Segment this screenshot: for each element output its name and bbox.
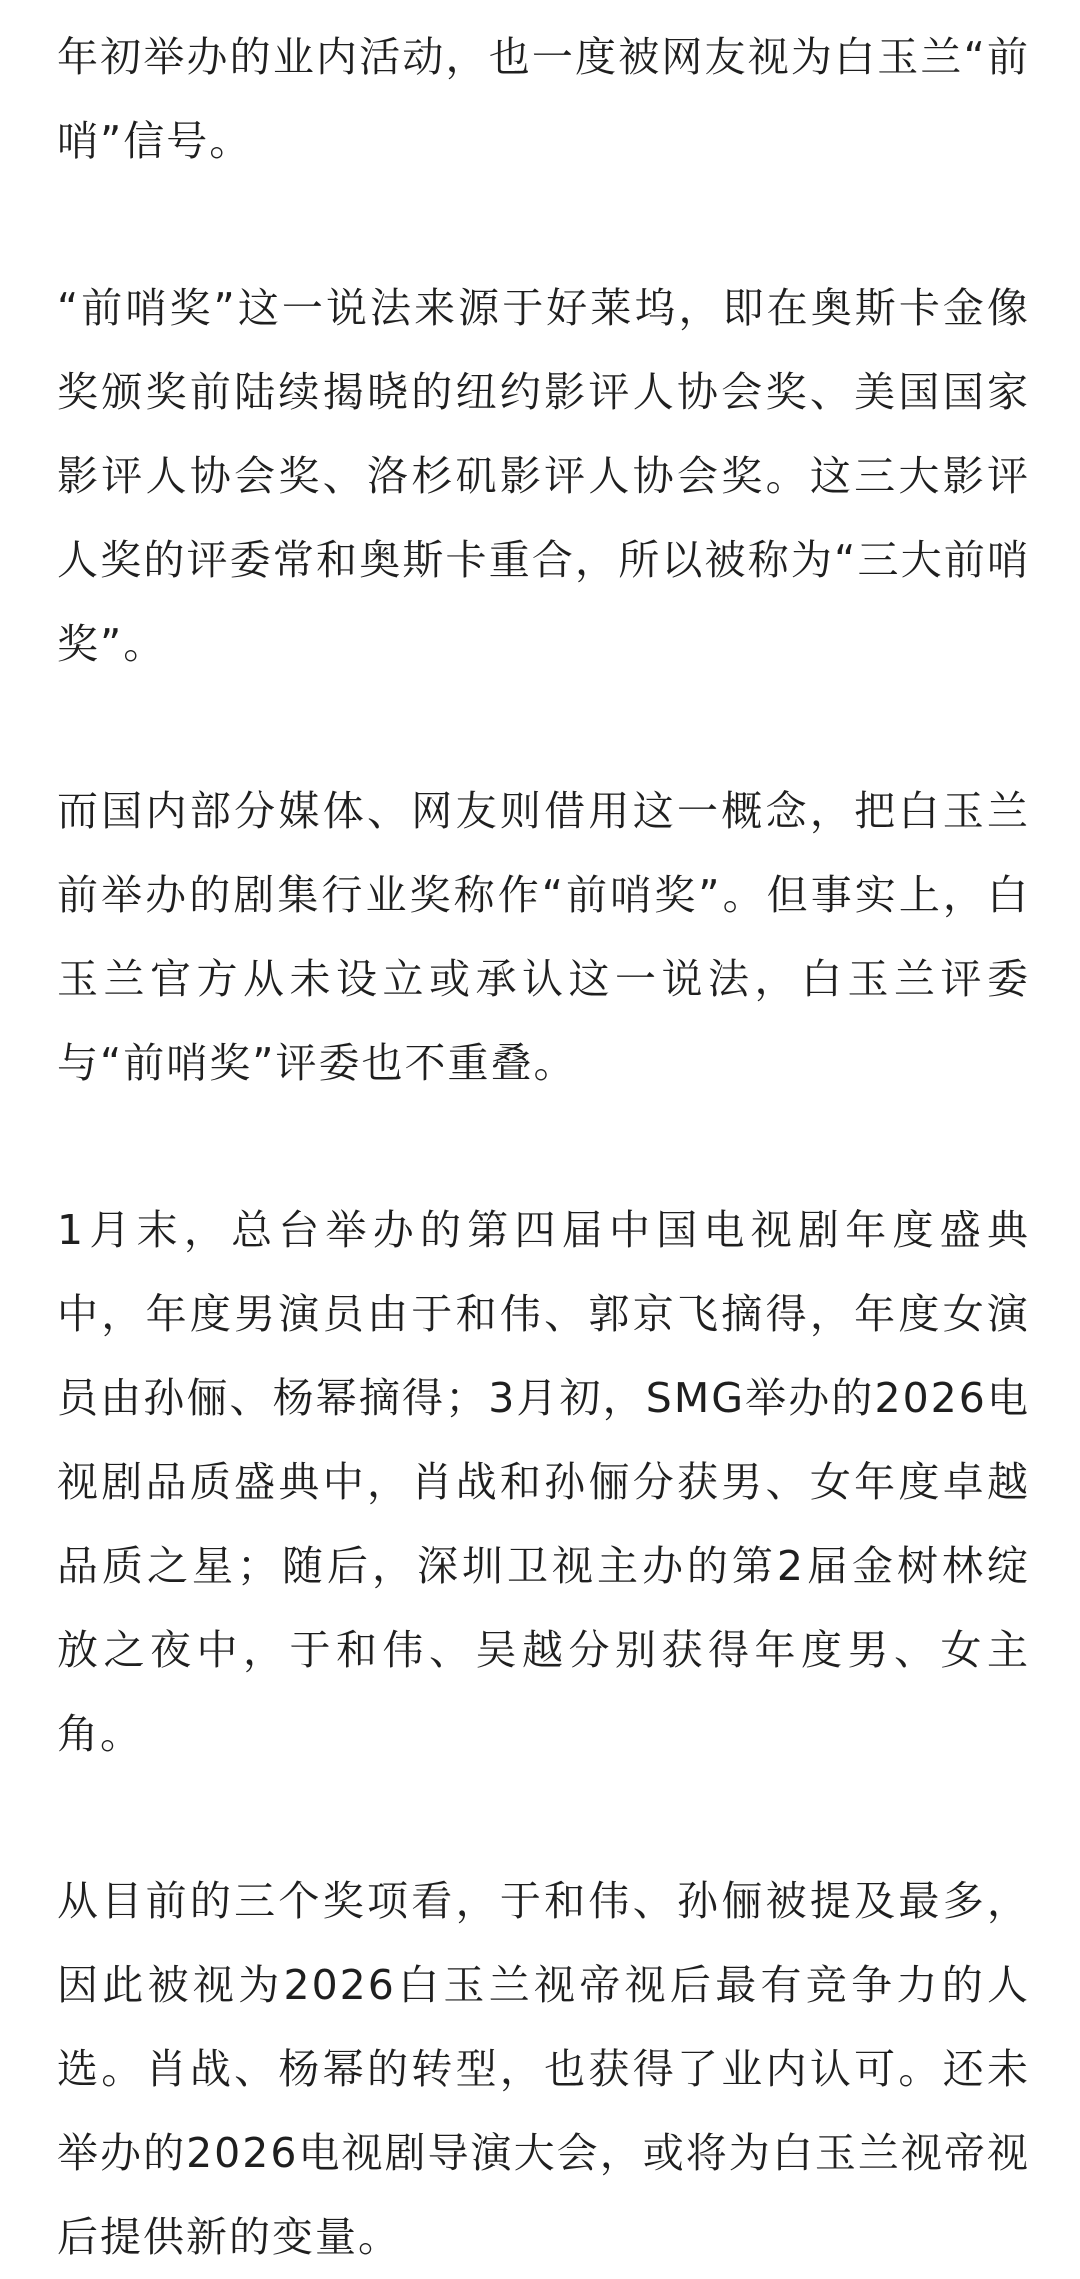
paragraph-conclusion: 从目前的三个奖项看，于和伟、孙俪被提及最多，因此被视为2026白玉兰视帝视后最有竞争力的人选。肖战、杨幂的转型，也获得了业内认可。还未举办的2026电视剧导演大会，或将为白玉兰视帝视后提供新的变量。 bbox=[57, 1877, 1030, 2261]
paragraph-hollywood-origin: “前哨奖”这一说法来源于好莱坞，即在奥斯卡金像奖颁奖前陆续揭晓的纽约影评人协会奖、美国国家影评人协会奖、洛杉矶影评人协会奖。这三大影评人奖的评委常和奥斯卡重合，所以被称为“三大前哨奖”。 bbox=[57, 284, 1030, 668]
article-body bbox=[0, 15, 1080, 2260]
paragraph-domestic-usage: 而国内部分媒体、网友则借用这一概念，把白玉兰前举办的剧集行业奖称作“前哨奖”。但事实上，白玉兰官方从未设立或承认这一说法，白玉兰评委与“前哨奖”评委也不重叠。 bbox=[57, 787, 1030, 1087]
paragraph-award-results: 1月末，总台举办的第四届中国电视剧年度盛典中，年度男演员由于和伟、郭京飞摘得，年度女演员由孙俪、杨幂摘得；3月初，SMG举办的2026电视剧品质盛典中，肖战和孙俪分获男、女年度卓越品质之星；随后，深圳卫视主办的第2届金树林绽放之夜中，于和伟、吴越分别获得年度男、女主角。 bbox=[57, 1206, 1030, 1758]
paragraph-intro: 年初举办的业内活动，也一度被网友视为白玉兰“前哨”信号。 bbox=[57, 33, 1030, 165]
